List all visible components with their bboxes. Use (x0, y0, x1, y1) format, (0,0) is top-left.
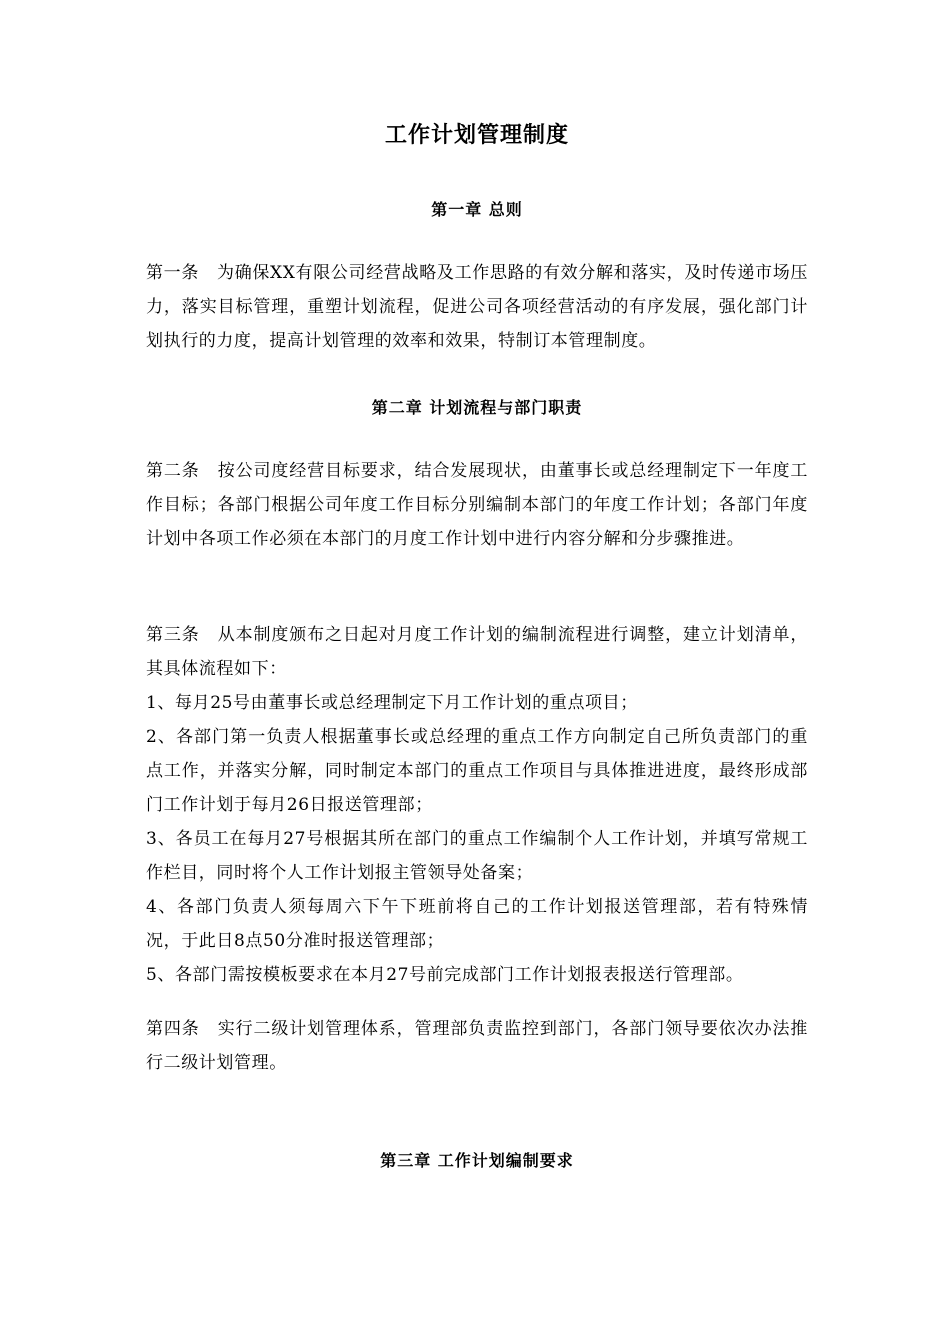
chapter-1-heading: 第一章 总则 (431, 200, 523, 219)
article-1 (146, 256, 808, 358)
list-item: 1、每月25号由董事长或总经理制定下月工作计划的重点项目； (146, 693, 638, 713)
article-2-text: 按公司度经营目标要求，结合发展现状，由董事长或总经理制定下一年度工作目标；各部门根据公司年度工作目标分别编制本部门的年度工作计划；各部门年度计划中各项工作必须在本部门的月度工作计划中进行内容分解和分步骤推进。 (146, 461, 808, 549)
article-3-text: 从本制度颁布之日起对月度工作计划的编制流程进行调整，建立计划清单，其具体流程如下： (146, 625, 808, 679)
article-1-text: 为确保XX有限公司经营战略及工作思路的有效分解和落实，及时传递市场压力，落实目标管理，重塑计划流程，促进公司各项经营活动的有序发展，强化部门计划执行的力度，提高计划管理的效率和效果，特制订本管理制度。 (146, 263, 808, 351)
list-item: 2、各部门第一负责人根据董事长或总经理的重点工作方向制定自己所负责部门的重点工作，并落实分解，同时制定本部门的重点工作项目与具体推进进度，最终形成部门工作计划于每月26日报送管理部； (146, 727, 808, 815)
article-4-label: 第四条 (146, 1019, 200, 1039)
chapter-2-heading: 第二章 计划流程与部门职责 (371, 398, 583, 417)
article-2 (146, 454, 808, 556)
document-title: 工作计划管理制度 (384, 122, 569, 148)
article-4 (146, 1012, 808, 1080)
chapter-3-heading: 第三章 工作计划编制要求 (380, 1151, 574, 1170)
list-item: 5、各部门需按模板要求在本月27号前完成部门工作计划报表报送行管理部。 (146, 965, 744, 985)
article-1-label: 第一条 (146, 263, 200, 283)
article-3 (146, 618, 808, 992)
list-item: 3、各员工在每月27号根据其所在部门的重点工作编制个人工作计划，并填写常规工作栏目，同时将个人工作计划报主管领导处备案； (146, 829, 808, 883)
article-4-text: 实行二级计划管理体系，管理部负责监控到部门，各部门领导要依次办法推行二级计划管理。 (146, 1019, 808, 1073)
article-3-label: 第三条 (146, 625, 200, 645)
article-2-label: 第二条 (146, 461, 200, 481)
list-item: 4、各部门负责人须每周六下午下班前将自己的工作计划报送管理部，若有特殊情况，于此日8点50分准时报送管理部； (146, 897, 808, 951)
